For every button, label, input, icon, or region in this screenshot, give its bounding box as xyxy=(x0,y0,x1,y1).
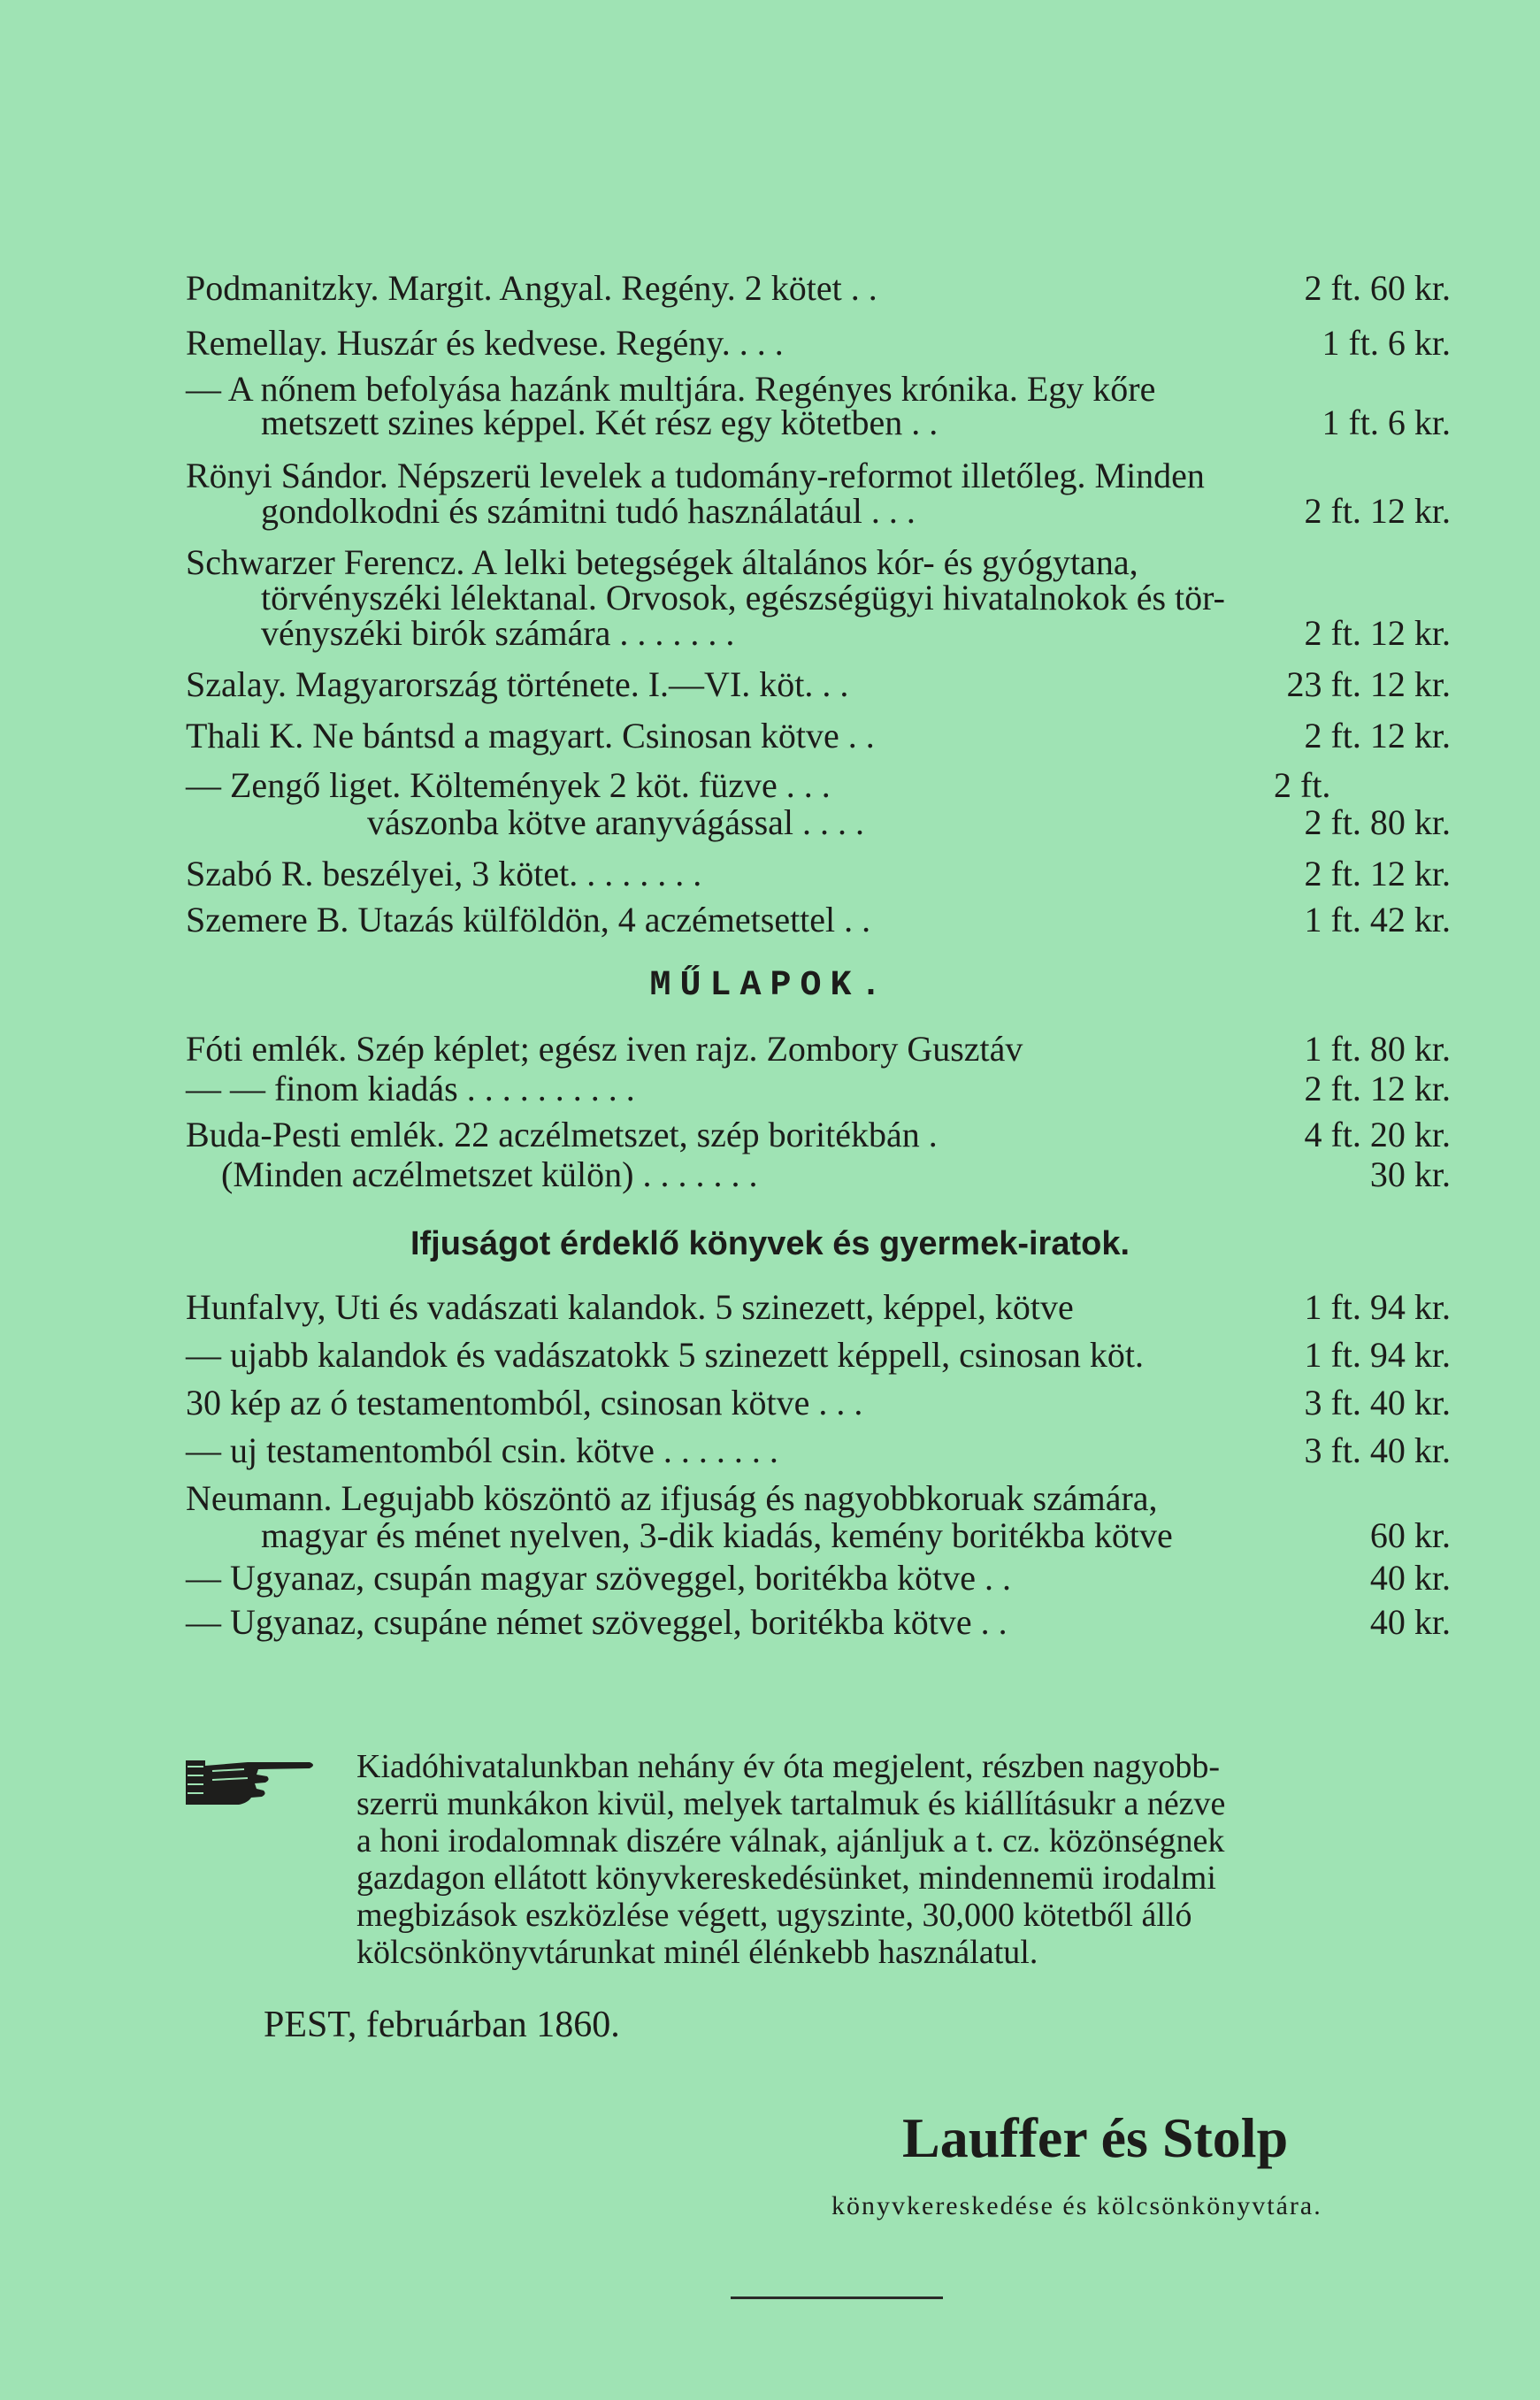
entry-price: 2 ft. 12 kr. xyxy=(1304,854,1451,893)
entry-price: 2 ft. 60 kr. xyxy=(1304,268,1451,308)
entry-price: 2 ft. 12 kr. xyxy=(1304,491,1451,531)
entry-price: 23 ft. 12 kr. xyxy=(1286,664,1451,704)
entry-text: Buda-Pesti emlék. 22 aczélmetszet, szép boritékbán . xyxy=(186,1115,938,1154)
publisher-notice xyxy=(356,1748,1451,1971)
divider xyxy=(731,2296,943,2299)
entry-text: gondolkodni és számitni tudó használatául . . . xyxy=(261,491,916,531)
firm-name: Lauffer és Stolp xyxy=(902,2106,1289,2169)
entry-price: 4 ft. 20 kr. xyxy=(1304,1115,1451,1154)
entry-text: — Ugyanaz, csupán magyar szöveggel, boritékba kötve . . xyxy=(186,1558,1012,1598)
notice-line: megbizások eszközlése végett, ugyszinte, 30,000 kötetből álló xyxy=(356,1897,1192,1934)
entry-text: Szalay. Magyarország története. I.—VI. köt. . . xyxy=(186,664,849,704)
dateline: PEST, februárban 1860. xyxy=(264,2005,620,2045)
entry-price: 1 ft. 6 kr. xyxy=(1322,323,1451,363)
entry-text: Szabó R. beszélyei, 3 kötet. . . . . . . . xyxy=(186,854,702,893)
entry-price: 3 ft. 40 kr. xyxy=(1304,1383,1451,1422)
entry-text: Neumann. Legujabb köszöntö az ifjuság és nagyobbkoruak számára, xyxy=(186,1478,1158,1518)
entry-text: — — finom kiadás . . . . . . . . . . xyxy=(186,1069,635,1108)
entry-text: törvényszéki lélektanal. Orvosok, egészségügyi hivatalnokok és tör- xyxy=(261,578,1225,617)
entry-price: 2 ft. 12 kr. xyxy=(1304,716,1451,755)
section-heading: Ifjuságot érdeklő könyvek és gyermek-iratok. xyxy=(410,1225,1130,1262)
manicule-icon xyxy=(186,1753,318,1820)
notice-line: kölcsönkönyvtárunkat minél élénkebb használatul. xyxy=(356,1934,1038,1971)
entry-text: Thali K. Ne bántsd a magyart. Csinosan kötve . . xyxy=(186,716,875,755)
entry-price: 40 kr. xyxy=(1369,1602,1451,1642)
entry-text: Schwarzer Ferencz. A lelki betegségek általános kór- és gyógytana, xyxy=(186,542,1138,582)
entry-text: Szemere B. Utazás külföldön, 4 aczémetsettel . . xyxy=(186,900,871,939)
entry-price: 1 ft. 6 kr. xyxy=(1322,403,1451,442)
entry-price: 2 ft. 12 kr. xyxy=(1304,1069,1451,1108)
entry-price: 2 ft. 80 kr. xyxy=(1304,802,1451,842)
entry-price: 2 ft. 12 kr. xyxy=(1304,613,1451,653)
entry-text: (Minden aczélmetszet külön) . . . . . . . xyxy=(221,1154,758,1194)
entry-price: 1 ft. 42 kr. xyxy=(1304,900,1451,939)
entry-text: — Ugyanaz, csupáne német szöveggel, boritékba kötve . . xyxy=(186,1602,1008,1642)
entry-text: Rönyi Sándor. Népszerü levelek a tudomány-reformot illetőleg. Minden xyxy=(186,456,1205,495)
entry-text: — A nőnem befolyása hazánk multjára. Regényes krónika. Egy kőre xyxy=(186,369,1156,409)
entry-price: 30 kr. xyxy=(1369,1154,1451,1194)
section-heading: MŰLAPOK. xyxy=(649,966,891,1006)
entry-text: — ujabb kalandok és vadászatokk 5 szinezett képpell, csinosan köt. xyxy=(186,1335,1145,1375)
entry-price: 40 kr. xyxy=(1369,1558,1451,1598)
entry-text: Podmanitzky. Margit. Angyal. Regény. 2 kötet . . xyxy=(186,268,877,308)
entry-text: Hunfalvy, Uti és vadászati kalandok. 5 szinezett, képpel, kötve xyxy=(186,1287,1074,1327)
firm-subtitle: könyvkereskedése és kölcsönkönyvtára. xyxy=(831,2191,1322,2220)
entry-text: vényszéki birók számára . . . . . . . xyxy=(261,613,735,653)
notice-line: szerrü munkákon kivül, melyek tartalmuk és kiállításukr a nézve xyxy=(356,1785,1226,1822)
entry-price: 1 ft. 94 kr. xyxy=(1304,1335,1451,1375)
entry-text: vászonba kötve aranyvágással . . . . xyxy=(367,802,865,842)
entry-price: 1 ft. 80 kr. xyxy=(1304,1029,1451,1069)
entry-text: 30 kép az ó testamentomból, csinosan kötve . . . xyxy=(186,1383,863,1422)
notice-line: a honi irodalomnak diszére válnak, ajánljuk a t. cz. közönségnek xyxy=(356,1822,1225,1859)
entry-text: — Zengő liget. Költemények 2 köt. füzve . . . xyxy=(186,765,831,805)
notice-line: Kiadóhivatalunkban nehány év óta megjelent, részben nagyobb- xyxy=(356,1748,1221,1785)
entry-text: metszett szines képpel. Két rész egy kötetben . . xyxy=(261,403,939,442)
entry-text: magyar és ménet nyelven, 3-dik kiadás, kemény boritékba kötve xyxy=(261,1515,1173,1555)
entry-text: — uj testamentomból csin. kötve . . . . . . . xyxy=(186,1430,778,1470)
entry-price: 2 ft. xyxy=(1274,765,1331,805)
entry-price: 1 ft. 94 kr. xyxy=(1304,1287,1451,1327)
entry-price: 3 ft. 40 kr. xyxy=(1304,1430,1451,1470)
entry-price: 60 kr. xyxy=(1369,1515,1451,1555)
entry-text: Fóti emlék. Szép képlet; egész iven rajz. Zombory Gusztáv xyxy=(186,1029,1023,1069)
entry-text: Remellay. Huszár és kedvese. Regény. . . . xyxy=(186,323,784,363)
notice-line: gazdagon ellátott könyvkereskedésünket, mindennemü irodalmi xyxy=(356,1859,1216,1897)
